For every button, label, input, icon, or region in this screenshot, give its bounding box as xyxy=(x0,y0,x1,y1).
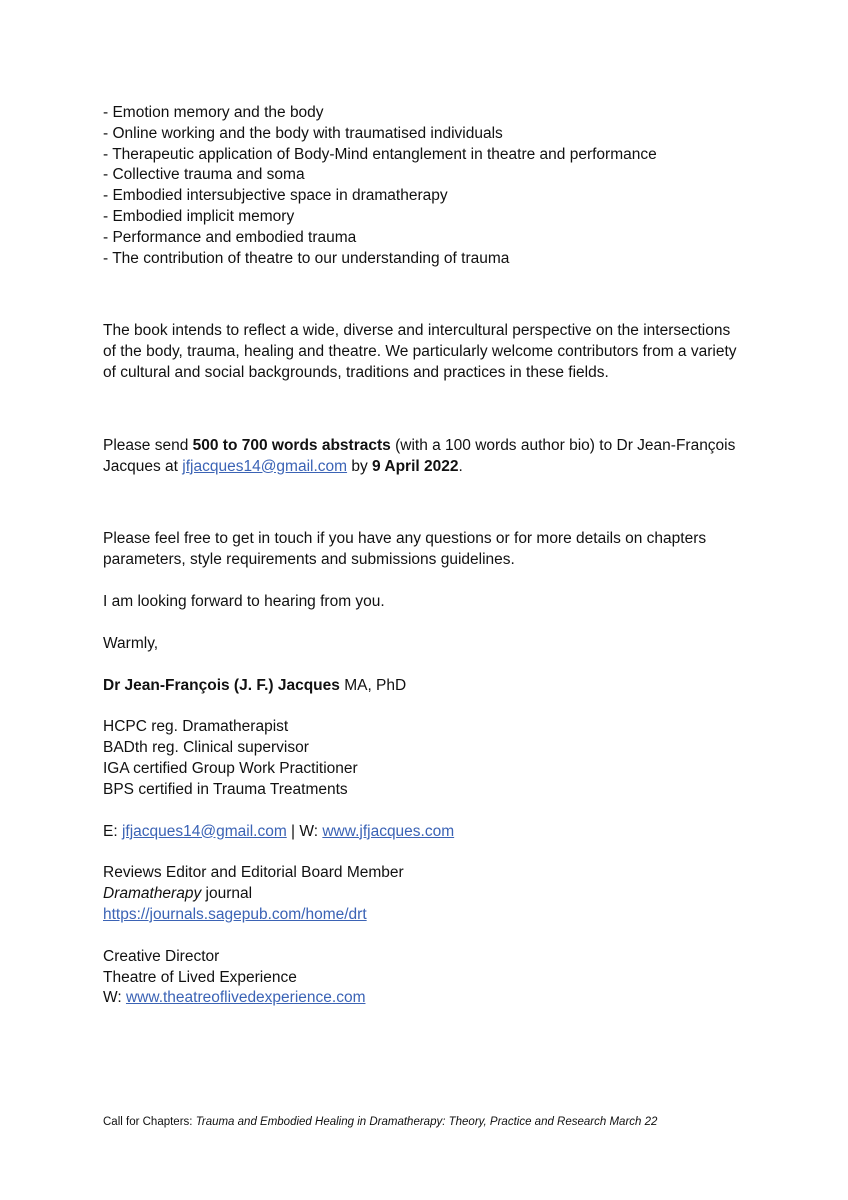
signature-name: Dr Jean-François (J. F.) Jacques xyxy=(103,676,340,694)
topic-list xyxy=(103,103,743,269)
contact-paragraph: Please feel free to get in touch if you have any questions or for more details on chapters parameters, style requirements and submissions guidelines. xyxy=(103,530,707,569)
list-item: - Performance and embodied trauma xyxy=(103,228,357,246)
deadline-date: 9 April 2022 xyxy=(372,457,459,475)
editor-role: Reviews Editor and Editorial Board Member xyxy=(103,864,404,882)
forward-paragraph: I am looking forward to hearing from you. xyxy=(103,592,385,610)
signature-line xyxy=(103,676,743,697)
contact-email-link[interactable]: jfjacques14@gmail.com xyxy=(121,822,287,840)
list-item: - Collective trauma and soma xyxy=(103,166,305,184)
list-item: - Therapeutic application of Body-Mind entanglement in theatre and performance xyxy=(103,145,657,163)
intent-paragraph: The book intends to reflect a wide, diverse and intercultural perspective on the intersections of the body, trauma, healing and theatre. We particularly welcome contributors from a variety of cultural and social backgrounds, traditions and practices in these fields. xyxy=(103,322,737,381)
abstract-length: 500 to 700 words abstracts xyxy=(192,436,391,454)
submission-text: by xyxy=(347,457,373,475)
credential-line: BADth reg. Clinical supervisor xyxy=(103,739,309,757)
footer-prefix: Call for Chapters: xyxy=(103,1116,196,1128)
submission-text: Please send xyxy=(103,436,193,454)
editor-block xyxy=(103,863,743,925)
credential-line: IGA certified Group Work Practitioner xyxy=(103,759,358,777)
list-item: - Online working and the body with traumatised individuals xyxy=(103,124,503,142)
contact-line xyxy=(103,822,743,843)
page-footer xyxy=(103,1115,657,1129)
director-role: Creative Director xyxy=(103,947,220,965)
submission-paragraph xyxy=(103,436,743,478)
list-item: - Embodied intersubjective space in dramatherapy xyxy=(103,187,448,205)
submission-text: . xyxy=(458,457,463,475)
director-website-line xyxy=(103,988,743,1009)
journal-name: Dramatherapy xyxy=(103,885,202,903)
footer-title: Trauma and Embodied Healing in Dramatherapy: Theory, Practice and Research March 22 xyxy=(195,1116,658,1128)
credential-line: BPS certified in Trauma Treatments xyxy=(103,780,348,798)
list-item: - Emotion memory and the body xyxy=(103,104,324,121)
signature-degrees: MA, PhD xyxy=(339,676,407,694)
director-org: Theatre of Lived Experience xyxy=(103,968,297,986)
website-label: W: xyxy=(103,989,126,1007)
list-item: - The contribution of theatre to our understanding of trauma xyxy=(103,249,510,267)
journal-url-link[interactable]: https://journals.sagepub.com/home/drt xyxy=(103,905,367,923)
credential-line: HCPC reg. Dramatherapist xyxy=(103,718,289,736)
submission-text: (with a 100 words author bio) to Dr Jean-François Jacques at xyxy=(103,436,736,475)
website-label: | W: xyxy=(286,822,323,840)
website-link[interactable]: www.jfjacques.com xyxy=(322,822,455,840)
email-label: E: xyxy=(103,822,122,840)
director-block xyxy=(103,947,743,1009)
submission-email-link[interactable]: jfjacques14@gmail.com xyxy=(182,457,348,475)
journal-suffix: journal xyxy=(201,885,253,903)
journal-line xyxy=(103,884,743,905)
document-body xyxy=(103,103,743,1009)
list-item: - Embodied implicit memory xyxy=(103,207,295,225)
closing-salutation: Warmly, xyxy=(103,634,159,652)
credentials-block xyxy=(103,717,743,800)
theatre-website-link[interactable]: www.theatreoflivedexperience.com xyxy=(125,989,366,1007)
